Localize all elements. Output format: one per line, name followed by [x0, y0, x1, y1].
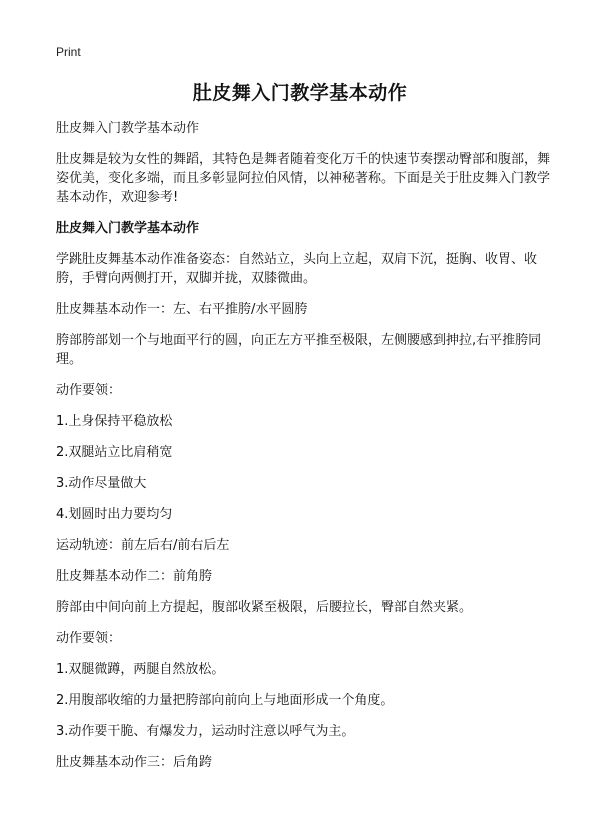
paragraph: 4.划圆时出力要均匀 [56, 507, 173, 522]
paragraph: 2.用腹部收缩的力量把胯部向前向上与地面形成一个角度。 [56, 693, 394, 708]
paragraph: 肚皮舞基本动作一：左、右平推胯/水平圆胯 [56, 302, 308, 317]
article-body [56, 119, 552, 784]
paragraph: 肚皮舞是较为女性的舞蹈，其特色是舞者随着变化万千的快速节奏摆动臀部和腹部，舞姿优美，变化多端，而且多彰显阿拉伯风情，以神秘著称。下面是关于肚皮舞入门教学基本动作，欢迎参考! [56, 152, 551, 205]
paragraph: 胯部胯部划一个与地面平行的圆，向正左方平推至极限，左侧腰感到抻拉,右平推胯同理。 [56, 333, 542, 367]
paragraph: 1.上身保持平稳放松 [56, 414, 173, 429]
paragraph: 学跳肚皮舞基本动作准备姿态：自然站立，头向上立起，双肩下沉，挺胸、收胃、收胯，手臂向两侧打开，双脚并拢，双膝微曲。 [56, 252, 538, 286]
page-title: 肚皮舞入门教学基本动作 [192, 82, 408, 104]
print-link[interactable]: Print [56, 45, 81, 59]
paragraph: 运动轨迹：前左后右/前右后左 [56, 538, 230, 553]
paragraph: 肚皮舞入门教学基本动作 [56, 121, 200, 136]
paragraph: 动作要领： [56, 631, 122, 646]
paragraph: 肚皮舞基本动作二：前角胯 [56, 569, 213, 584]
section-heading: 肚皮舞入门教学基本动作 [56, 221, 200, 236]
paragraph: 3.动作尽量做大 [56, 476, 147, 491]
paragraph: 动作要领： [56, 383, 122, 398]
paragraph: 胯部由中间向前上方提起，腹部收紧至极限，后腰拉长，臀部自然夹紧。 [56, 600, 473, 615]
paragraph: 2.双腿站立比肩稍宽 [56, 445, 173, 460]
paragraph: 3.动作要干脆、有爆发力，运动时注意以呼气为主。 [56, 724, 355, 739]
paragraph: 1.双腿微蹲，两腿自然放松。 [56, 662, 225, 677]
paragraph: 肚皮舞基本动作三：后角跨 [56, 755, 213, 770]
